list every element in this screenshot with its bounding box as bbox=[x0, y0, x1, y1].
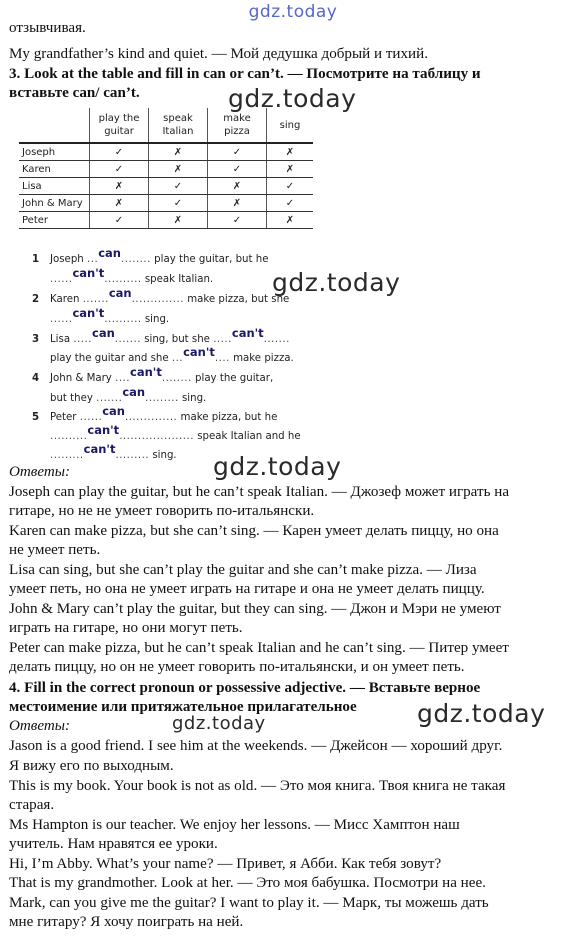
table-row bbox=[19, 143, 313, 161]
answer-line: John & Mary can’t play the guitar, but they can sing. — Джон и Мэри не умеют bbox=[9, 601, 501, 617]
filled-answer: can bbox=[98, 246, 121, 260]
mark-cell: ✗ bbox=[208, 178, 267, 195]
filled-answer: can't bbox=[183, 345, 215, 359]
exercise-line: ..........can't.................... speak Italian and he bbox=[50, 423, 301, 442]
mark-cell: ✗ bbox=[149, 161, 208, 178]
mark-cell: ✓ bbox=[208, 212, 267, 229]
answer-line: Karen can make pizza, but she can’t sing. — Карен умеет делать пиццу, но она bbox=[9, 523, 499, 539]
task-heading: 3. Look at the table and fill in can or can’t. — Посмотрите на таблицу и bbox=[9, 66, 481, 82]
answer-line: гитаре, но не не умеет говорить по-итальянски. bbox=[9, 503, 315, 519]
filled-answer: can't bbox=[231, 326, 264, 340]
filled-answer: can bbox=[102, 404, 125, 418]
exercise-line: but they .......can......... sing. bbox=[50, 385, 207, 404]
mark-cell: ✗ bbox=[149, 212, 208, 229]
answer-line: That is my grandmother. Look at her. — Это моя бабушка. Посмотри на нее. bbox=[9, 875, 486, 891]
table-row bbox=[19, 178, 313, 195]
answer-line: Mark, can you give me the guitar? I want to play it. — Марк, ты можешь дать bbox=[9, 895, 489, 911]
exercise-line: play the guitar and she ...can't.... make pizza. bbox=[50, 345, 294, 364]
mark-cell: ✓ bbox=[90, 212, 149, 229]
answer-line: This is my book. Your book is not as old. — Это моя книга. Твоя книга не такая bbox=[9, 778, 506, 794]
filled-answer: can't bbox=[87, 423, 120, 437]
answer-line: играть на гитаре, но они могут петь. bbox=[9, 620, 243, 636]
row-name: Lisa bbox=[19, 178, 90, 195]
text-line: My grandfather’s kind and quiet. — Мой дедушка добрый и тихий. bbox=[9, 46, 428, 62]
row-name: John & Mary bbox=[19, 195, 90, 212]
table-corner bbox=[19, 108, 90, 143]
answers-label: Ответы: bbox=[9, 464, 71, 480]
exercise-line: .........can't......... sing. bbox=[50, 442, 177, 461]
mark-cell: ✓ bbox=[208, 143, 267, 161]
row-name: Karen bbox=[19, 161, 90, 178]
watermark: gdz.today bbox=[228, 84, 357, 113]
mark-cell: ✗ bbox=[267, 212, 314, 229]
table-row bbox=[19, 161, 313, 178]
filled-answer: can't bbox=[130, 365, 162, 379]
answer-line: делать пиццу, но он не умеет говорить по-итальянски, и он умеет петь. bbox=[9, 659, 465, 675]
answer-line: учитель. Нам нравятся ее уроки. bbox=[9, 836, 218, 852]
filled-answer: can't bbox=[72, 266, 105, 280]
row-name: Peter bbox=[19, 212, 90, 229]
mark-cell: ✓ bbox=[149, 195, 208, 212]
filled-answer: can't bbox=[83, 442, 116, 456]
table-header: make pizza bbox=[208, 108, 267, 143]
answer-line: мне гитару? Я хочу поиграть на ней. bbox=[9, 914, 244, 930]
answer-line: Joseph can play the guitar, but he can’t speak Italian. — Джозеф может играть на bbox=[9, 484, 510, 500]
mark-cell: ✗ bbox=[90, 178, 149, 195]
exercise-line: 3 Lisa .....can....... sing, but she .....can't....... bbox=[32, 326, 290, 345]
mark-cell: ✗ bbox=[208, 195, 267, 212]
mark-cell: ✗ bbox=[149, 143, 208, 161]
watermark: gdz.today bbox=[172, 713, 266, 734]
exercise-line: 1 Joseph ...can........ play the guitar, but he bbox=[32, 246, 269, 265]
exercise-line: 4 John & Mary ....can't........ play the guitar, bbox=[32, 365, 274, 384]
answer-line: старая. bbox=[9, 797, 55, 813]
mark-cell: ✓ bbox=[267, 195, 314, 212]
row-name: Joseph bbox=[19, 143, 90, 161]
answer-line: Я вижу его по выходным. bbox=[9, 758, 174, 774]
mark-cell: ✓ bbox=[208, 161, 267, 178]
task-heading: местоимение или притяжательное прилагательное bbox=[9, 699, 357, 715]
exercise-line: 5 Peter ......can.............. make pizza, but he bbox=[32, 404, 278, 423]
answer-line: не умеет петь. bbox=[9, 542, 101, 558]
mark-cell: ✓ bbox=[90, 161, 149, 178]
filled-answer: can bbox=[108, 286, 132, 300]
answer-line: Jason is a good friend. I see him at the weekends. — Джейсон — хороший друг. bbox=[9, 738, 503, 754]
task-heading: 4. Fill in the correct pronoun or possessive adjective. — Вставьте верное bbox=[9, 680, 481, 696]
ability-table bbox=[19, 108, 313, 229]
mark-cell: ✓ bbox=[90, 143, 149, 161]
answers-label: Ответы: bbox=[9, 718, 71, 734]
watermark: gdz.today bbox=[417, 699, 546, 728]
filled-answer: can bbox=[92, 326, 115, 340]
exercise-line: 2 Karen .......can.............. make pizza, but she bbox=[32, 286, 290, 305]
table-row bbox=[19, 212, 313, 229]
filled-answer: can't bbox=[72, 306, 105, 320]
exercise-line: ......can't.......... speak Italian. bbox=[50, 266, 214, 285]
answer-line: Ms Hampton is our teacher. We enjoy her lessons. — Мисс Хамптон наш bbox=[9, 817, 460, 833]
table-header-row bbox=[19, 108, 313, 143]
task-heading: вставьте can/ can’t. bbox=[9, 85, 140, 101]
answer-line: умеет петь, но она не умеет играть на гитаре и она не умеет делать пиццу. bbox=[9, 581, 485, 597]
mark-cell: ✗ bbox=[267, 161, 314, 178]
filled-answer: can bbox=[122, 385, 146, 399]
answer-line: Peter can make pizza, but he can’t speak Italian and he can’t sing. — Питер умеет bbox=[9, 640, 509, 656]
watermark: gdz.today bbox=[272, 268, 401, 297]
text-line: отзывчивая. bbox=[9, 20, 86, 36]
watermark-top: gdz.today bbox=[248, 2, 338, 22]
mark-cell: ✗ bbox=[267, 143, 314, 161]
table-header: speak Italian bbox=[149, 108, 208, 143]
answer-line: Lisa can sing, but she can’t play the guitar and she can’t make pizza. — Лиза bbox=[9, 562, 477, 578]
table-row bbox=[19, 195, 313, 212]
mark-cell: ✓ bbox=[267, 178, 314, 195]
table-header: play the guitar bbox=[90, 108, 149, 143]
mark-cell: ✓ bbox=[149, 178, 208, 195]
answer-line: Hi, I’m Abby. What’s your name? — Привет, я Абби. Как тебя зовут? bbox=[9, 856, 442, 872]
mark-cell: ✗ bbox=[90, 195, 149, 212]
table-header: sing bbox=[267, 108, 314, 143]
exercise-line: ......can't.......... sing. bbox=[50, 306, 170, 325]
watermark: gdz.today bbox=[213, 452, 342, 481]
